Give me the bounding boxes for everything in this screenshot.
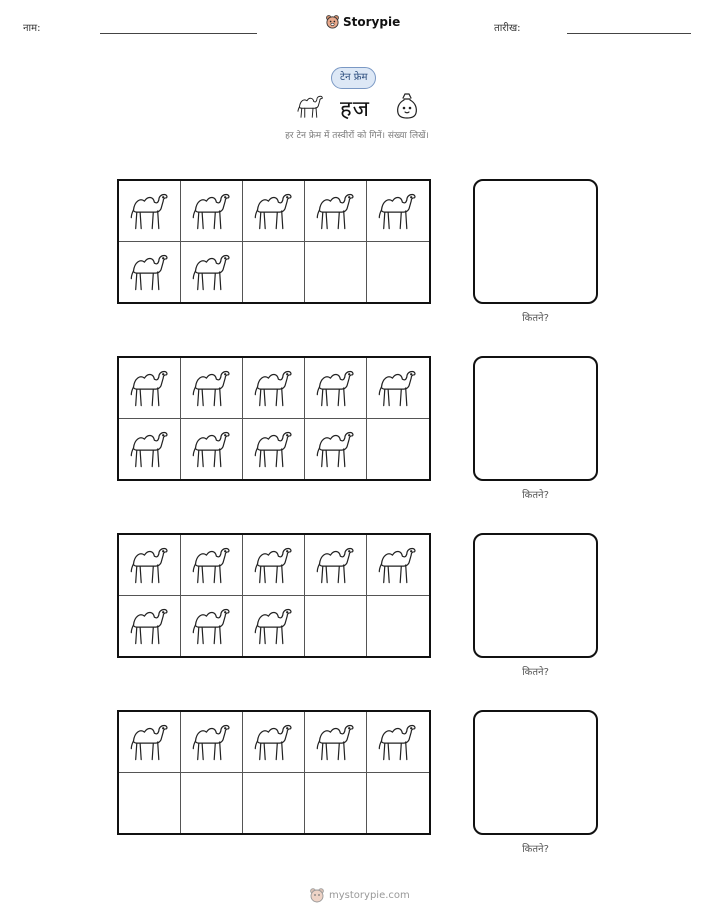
ten-frame-cell [119,242,181,303]
ten-frame-cell [119,712,181,773]
camel-icon [376,188,420,234]
ten-frame-cell [181,419,243,480]
ten-frame-cell [243,358,305,419]
instructions: हर टेन फ्रेम में तस्वीरों को गिनें। संख्या लिखें। [285,131,429,141]
ten-frame-cell [181,181,243,242]
camel-icon [252,188,296,234]
ten-frame-cell [119,419,181,480]
date-field[interactable] [567,33,691,34]
name-label: नाम: [23,23,41,34]
ten-frame-cell [305,419,367,480]
answer-label: कितने? [522,667,549,678]
camel-icon [128,603,172,649]
camel-icon [128,426,172,472]
camel-icon [190,365,234,411]
camel-icon [314,542,358,588]
camel-icon [190,603,234,649]
camel-icon [128,249,172,295]
worksheet-title: हज [340,97,371,122]
ten-frame-cell [305,712,367,773]
bear-mascot-icon [309,887,325,903]
camel-icon [252,426,296,472]
camel-icon [376,542,420,588]
camel-icon [252,719,296,765]
ten-frame-cell [181,712,243,773]
topic-badge: टेन फ्रेम [331,67,376,89]
bear-mascot-icon [325,14,340,29]
camel-icon [128,188,172,234]
camel-icon [314,719,358,765]
camel-icon [252,603,296,649]
ten-frame-cell [367,358,429,419]
footer-site[interactable]: mystorypie.com [329,889,410,901]
answer-label: कितने? [522,313,549,324]
ten-frame [117,533,431,658]
camel-icon [376,365,420,411]
ten-frame-cell [367,712,429,773]
answer-box[interactable] [473,179,598,304]
camel-icon [252,542,296,588]
camel-icon [190,249,234,295]
camel-icon [314,365,358,411]
ten-frame-cell [243,181,305,242]
ten-frame-cell [367,181,429,242]
ten-frame-cell [243,419,305,480]
ten-frame-cell [305,773,367,834]
ten-frame-cell [305,358,367,419]
answer-label: कितने? [522,844,549,855]
answer-label: कितने? [522,490,549,501]
ten-frame-cell [367,596,429,657]
logo-text: Storypie [343,14,401,29]
camel-icon [314,188,358,234]
ten-frame-cell [119,181,181,242]
camel-icon [190,542,234,588]
camel-icon [190,426,234,472]
ten-frame-cell [243,596,305,657]
ten-frame-cell [181,358,243,419]
camel-icon [314,426,358,472]
ten-frame-cell [305,535,367,596]
camel-icon [128,719,172,765]
camel-icon [252,365,296,411]
ten-frame-cell [305,596,367,657]
ten-frame-cell [181,773,243,834]
footer [309,887,410,903]
ten-frame-cell [367,773,429,834]
name-field[interactable] [100,33,257,34]
ten-frame-cell [119,773,181,834]
storypie-logo [325,14,400,29]
ten-frame-cell [181,242,243,303]
camel-icon [190,188,234,234]
ten-frame-cell [119,535,181,596]
answer-box[interactable] [473,710,598,835]
ten-frame-cell [119,358,181,419]
ten-frame-cell [181,535,243,596]
camel-icon [128,365,172,411]
answer-box[interactable] [473,356,598,481]
ten-frame-cell [367,535,429,596]
camel-icon [190,719,234,765]
ten-frame-cell [243,773,305,834]
ten-frame [117,179,431,304]
ten-frame-cell [181,596,243,657]
ten-frame [117,710,431,835]
camel-icon [376,719,420,765]
camel-icon [128,542,172,588]
answer-box[interactable] [473,533,598,658]
camel-icon [295,93,325,119]
date-label: तारीख: [494,23,521,34]
money-bag-icon [395,92,419,120]
ten-frame-cell [243,242,305,303]
ten-frame-cell [243,712,305,773]
ten-frame-cell [305,242,367,303]
ten-frame-cell [305,181,367,242]
ten-frame-cell [243,535,305,596]
ten-frame-cell [367,242,429,303]
ten-frame-cell [119,596,181,657]
ten-frame [117,356,431,481]
ten-frame-cell [367,419,429,480]
